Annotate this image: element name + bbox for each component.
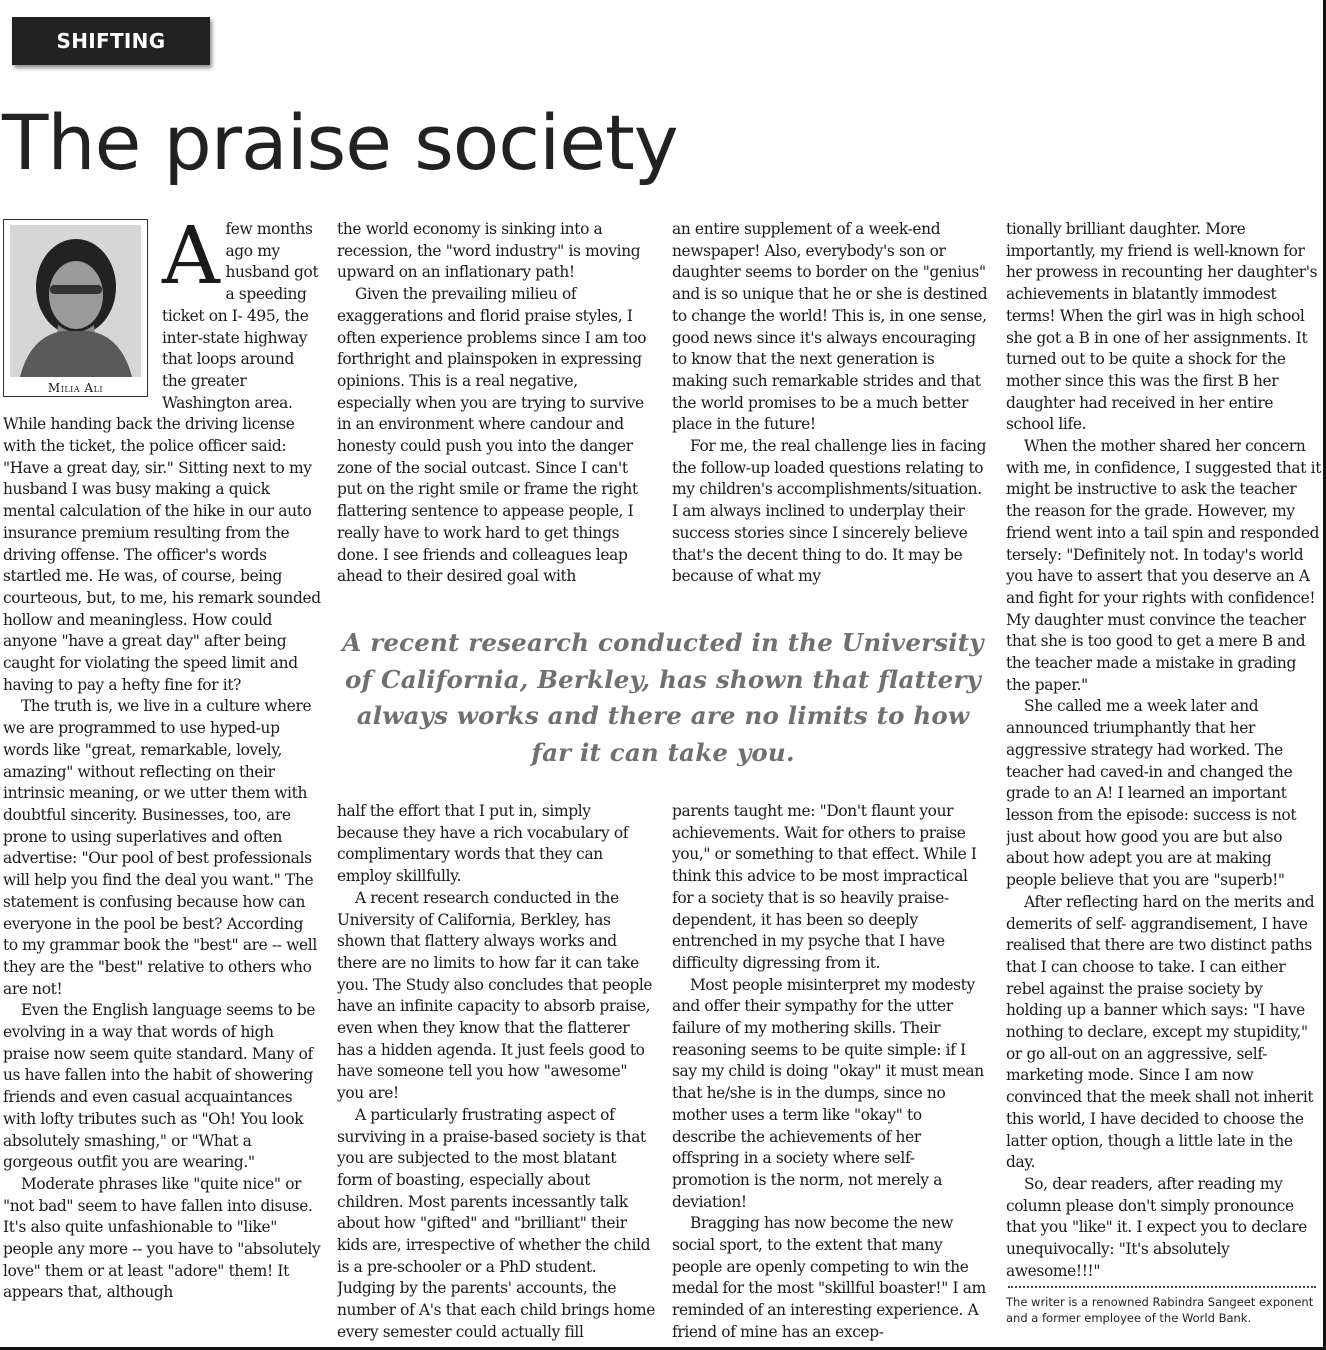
article-column-2-top [337,219,655,589]
article-paragraph: She called me a week later and announced triumphantly that her aggressive strategy had worked. The teacher had caved-in and changed the grade to an A! I learned an important lesson from the episode: success is not just about how good you are but also about how adept you are at making people believe that you are "superb!" [1006,697,1297,890]
drop-cap: A [162,219,220,302]
article-column-2-bottom [337,801,655,1345]
pull-quote: A recent research conducted in the University of California, Berkley, has shown that flattery always works and there are no limits to how far it can take you. [342,628,984,767]
article-paragraph: Moderate phrases like "quite nice" or "not bad" seem to have fallen into disuse. It's also quite unfashionable to "like" people any more -- you have to "absolutely love" them or at least "adore" them! It appears that, although [3,1174,321,1302]
author-footnote: The writer is a renowned Rabindra Sangeet exponent and a former employee of the World Bank. [1006,1295,1314,1325]
article-paragraph: Most people misinterpret my modesty and offer their sympathy for the utter failure of my mothering skills. Their reasoning seems to be quite simple: if I say my child is doing "okay" it must mean that he/she is in the dumps, since no mother uses a term like "okay" to describe the achievements of her offspring in a society where self-promotion is the norm, not merely a deviation! [672,975,984,1211]
article-paragraph: A particularly frustrating aspect of surviving in a praise-based society is that you are subjected to the most blatant form of boasting, especially about children. Most parents incessantly talk about how "gifted" and "brilliant" their kids are, irrespective of whether the child is a pre-schooler or a PhD student. Judging by the parents' accounts, the number of A's that each child brings home every semester could actually fill [337,1105,655,1341]
headline: The praise society [2,98,678,187]
article-paragraph: Afew months ago my husband got a speeding ticket on I- 495, the inter-state highway that loops around the greater Washington area. While handing back the driving license with the ticket, the police officer said: "Have a great day, sir." Sitting next to my husband I was busy making a quick mental calculation of the hike in our auto insurance premium resulting from the driving offense. The officer's words startled me. He was, of course, being courteous, but, to me, his remark sounded hollow and meaningless. How could anyone "have a great day" after being caught for violating the speed limit and having to pay a hefty fine for it? [3,219,321,694]
author-photo-box [3,219,148,397]
article-paragraph: parents taught me: "Don't flaunt your achievements. Wait for others to praise you," or something to that effect. While I think this advice to be most impractical for a society that is so heavily praise-dependent, it has been so deeply entrenched in my psyche that I have difficulty digressing from it. [672,802,977,972]
article-paragraph: The truth is, we live in a culture where we are programmed to use hyped-up words like "great, remarkable, lovely, amazing" without reflecting on their intrinsic meaning, or we utter them with doubtful sincerity. Businesses, too, are prone to using superlatives and often advertise: "Our pool of best professionals will help you find the deal you want." The statement is confusing because how can everyone in the pool be best? According to my grammar book the "best" are -- well they are the "best" relative to others who are not! [3,697,317,998]
article-paragraph: After reflecting hard on the merits and demerits of self- aggrandisement, I have realised that there are two distinct paths that I can choose to take. I can either rebel against the praise society by holding up a banner which says: "I have nothing to declare, except my stupidity," or go all-out on an aggressive, self-marketing mode. Since I am now convinced that the meek shall not inherit this world, I have decided to choose the latter option, though a little late in the day. [1006,892,1315,1172]
article-paragraph: A recent research conducted in the University of California, Berkley, has shown that flattery always works and there are no limits to how far it can take you. The Study also concludes that people have an infinite capacity to absorb praise, even when they know that the flatterer has a hidden agenda. It just feels good to have someone tell you how "awesome" you are! [337,888,653,1103]
author-photo [10,225,141,377]
article-column-3-top [672,219,990,589]
article-column-4 [1006,219,1322,1279]
article-paragraph: tionally brilliant daughter. More importantly, my friend is well-known for her prowess in recounting her daughter's achievements in blatantly immodest terms! When the girl was in high school she got a B in one of her assignments. It turned out to be quite a shock for the mother since this was the first B her daughter had received in her entire school life. [1006,220,1318,434]
article-column-3-bottom [672,801,990,1345]
article-paragraph: When the mother shared her concern with me, in confidence, I suggested that it might be instructive to ask the teacher the reason for the grade. However, my friend went into a tail spin and responded tersely: "Definitely not. In today's world you have to assert that you deserve an A and fight for your rights with confidence! My daughter must convince the teacher that she is too good to get a mere B and the teacher made a mistake in grading the paper." [1006,437,1322,694]
article-column-1 [3,219,321,1344]
article-paragraph: Even the English language seems to be evolving in a way that words of high praise now seem quite standard. Many of us have fallen into the habit of showering friends and even casual acquaintances with lofty tributes such as "Oh! You look absolutely smashing," or "What a gorgeous outfit you are wearing." [3,1001,316,1172]
article-paragraph: half the effort that I put in, simply because they have a rich vocabulary of complimentary words that they can employ skillfully. [337,802,629,886]
article-paragraph: Given the prevailing milieu of exaggerations and florid praise styles, I often experience problems since I am too forthright and plainspoken in expressing opinions. This is a real negative, especially when you are trying to survive in an environment where candour and honesty could push you into the danger zone of the social outcast. Since I can't put on the right smile or frame the right flattering sentence to appease people, I really have to work hard to get things done. I see friends and colleagues leap ahead to their desired goal with [337,285,647,586]
article-paragraph: Bragging has now become the new social sport, to the extent that many people are openly competing to win the medal for the most "skillful boaster!" I am reminded of an interesting experience. A friend of mine has an excep- [672,1214,986,1341]
section-tag: SHIFTING IMAGES [12,17,210,65]
footnote-divider [1008,1286,1316,1288]
article-paragraph: the world economy is sinking into a recession, the "word industry" is moving upward on an inflationary path! [337,220,641,282]
article-paragraph: an entire supplement of a week-end newspaper! Also, everybody's son or daughter seems to border on the "genius" and is so unique that he or she is destined to change the world! This is, in one sense, good news since it's always encouraging to know that the next generation is making such remarkable strides and that the world promises to be a much better place in the future! [672,220,988,434]
article-paragraph: For me, the real challenge lies in facing the follow-up loaded questions relating to my children's accomplishments/situation. I am always inclined to underplay their success stories since I sincerely believe that's the decent thing to do. It may be because of what my [672,437,987,586]
author-byline: Milia Ali [47,381,104,395]
article-paragraph: So, dear readers, after reading my column please don't simply pronounce that you "like" it. I expect you to declare unequivocally: "It's absolutely awesome!!!" [1006,1174,1307,1279]
